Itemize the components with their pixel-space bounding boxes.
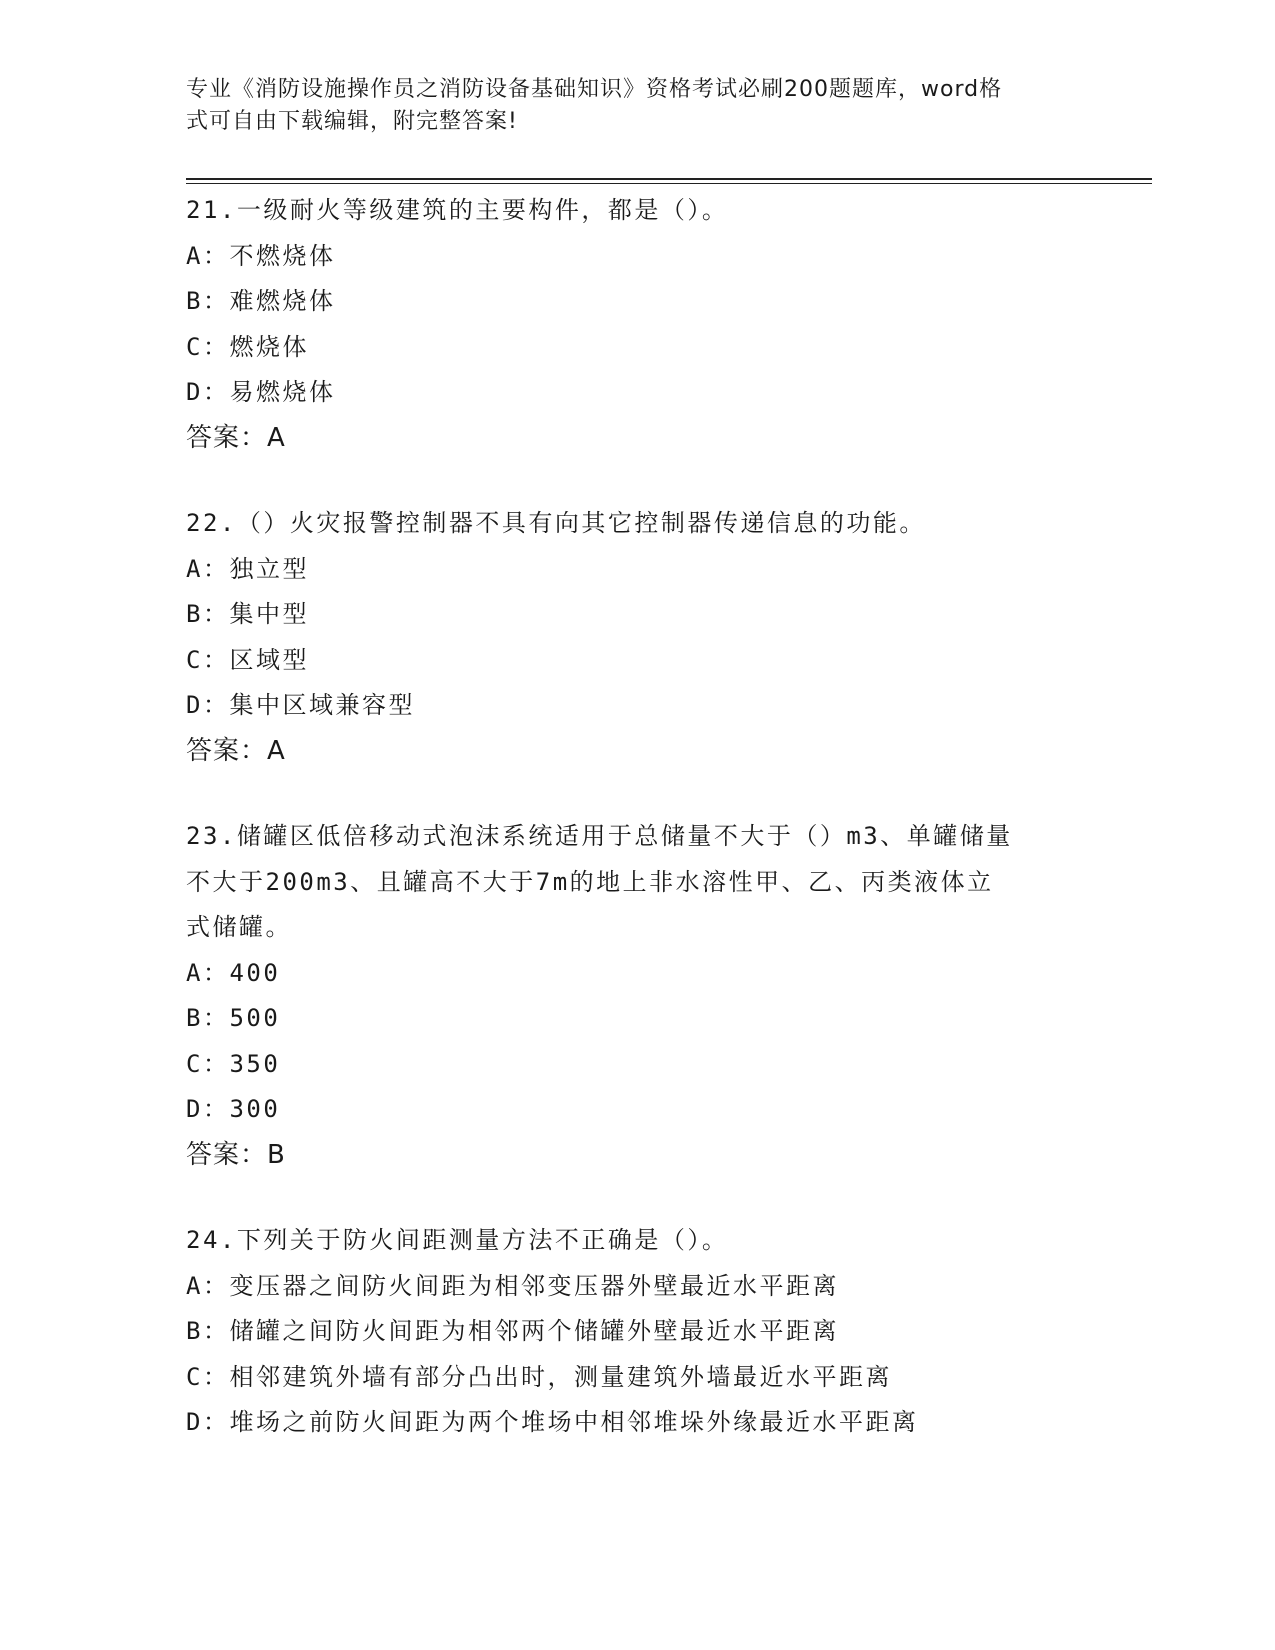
option-d: D：堆场之前防火间距为两个堆场中相邻堆垛外缘最近水平距离 [186, 1408, 919, 1436]
option-b: B：500 [186, 1004, 281, 1032]
header-divider-thin [186, 183, 1152, 184]
question-24 [186, 1218, 1086, 1446]
header-intro-line-2: 式可自由下载编辑，附完整答案! [186, 109, 518, 134]
option-a: A：不燃烧体 [186, 241, 336, 270]
option-b: B：集中型 [186, 600, 309, 628]
question-22 [186, 501, 1086, 774]
question-23 [186, 814, 1086, 1178]
question-stem-line-2: 不大于200m3、且罐高不大于7m的地上非水溶性甲、乙、丙类液体立 [186, 867, 994, 896]
question-list [186, 188, 1086, 1486]
answer: 答案：A [186, 735, 286, 766]
option-c: C：燃烧体 [186, 332, 309, 361]
option-a: A：400 [186, 958, 281, 987]
option-a: A：独立型 [186, 554, 309, 583]
question-stem: 24.下列关于防火间距测量方法不正确是（）。 [186, 1226, 729, 1254]
option-b: B：储罐之间防火间距为相邻两个储罐外壁最近水平距离 [186, 1317, 839, 1345]
option-d: D：集中区域兼容型 [186, 691, 415, 719]
answer: 答案：B [186, 1139, 286, 1170]
question-stem: 22.（）火灾报警控制器不具有向其它控制器传递信息的功能。 [186, 509, 926, 537]
question-stem-line-3: 式储罐。 [186, 913, 292, 941]
header-intro-line-1: 专业《消防设施操作员之消防设备基础知识》资格考试必刷200题题库，word格 [186, 77, 1003, 102]
option-c: C：350 [186, 1049, 281, 1078]
option-b: B：难燃烧体 [186, 287, 336, 315]
option-d: D：易燃烧体 [186, 378, 336, 406]
question-stem-line-1: 23.储罐区低倍移动式泡沫系统适用于总储量不大于（）m3、单罐储量 [186, 822, 1013, 850]
question-stem: 21.一级耐火等级建筑的主要构件，都是（）。 [186, 196, 729, 224]
option-a: A：变压器之间防火间距为相邻变压器外壁最近水平距离 [186, 1271, 839, 1300]
option-c: C：区域型 [186, 645, 309, 674]
answer: 答案：A [186, 422, 286, 453]
option-c: C：相邻建筑外墙有部分凸出时，测量建筑外墙最近水平距离 [186, 1362, 892, 1391]
document-header [186, 74, 1076, 138]
question-21 [186, 188, 1086, 461]
option-d: D：300 [186, 1095, 281, 1123]
header-divider-thick [186, 178, 1152, 180]
